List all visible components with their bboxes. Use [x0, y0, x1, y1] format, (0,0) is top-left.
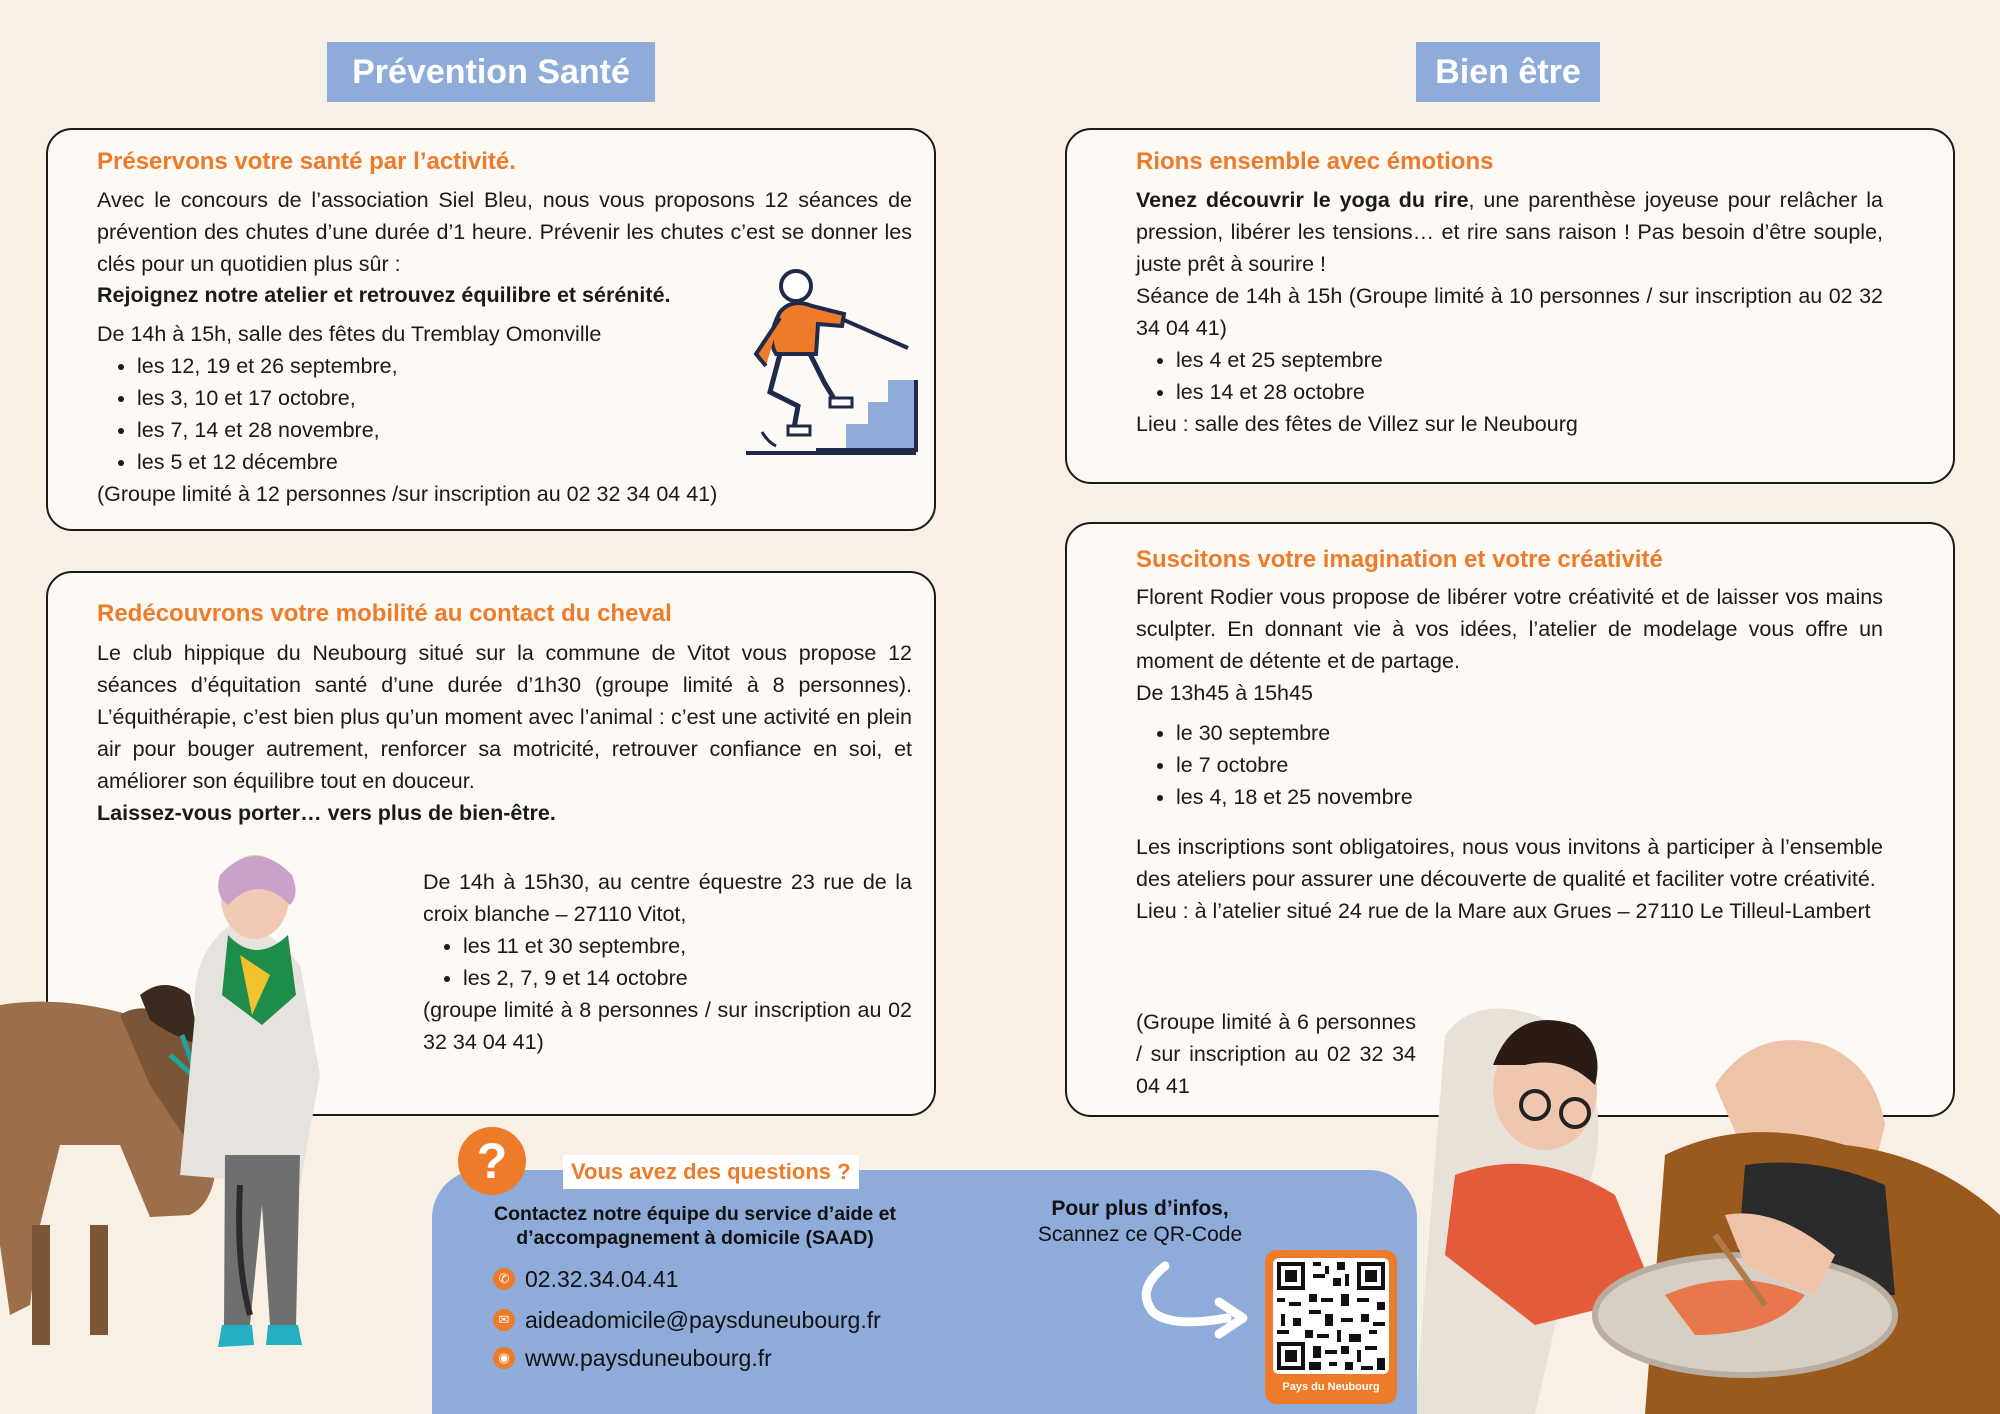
card4-notice: Les inscriptions sont obligatoires, nous vous invitons à participer à l’ensemble des ateliers pour assurer une découverte de qualité et faciliter votre créativité. [1136, 835, 1883, 891]
email-icon: ✉ [493, 1309, 515, 1331]
card4-title: Suscitons votre imagination et votre créativité [1136, 546, 1663, 573]
more-info-text: Scannez ce QR-Code [1037, 1223, 1243, 1246]
website-link[interactable]: www.paysduneubourg.fr [525, 1345, 772, 1371]
card3-intro-line [1136, 184, 1883, 280]
question-bubble [458, 1127, 526, 1195]
card4-location: Lieu : à l’atelier situé 24 rue de la Mare aux Grues – 27110 Le Tilleul-Lambert [1136, 899, 1871, 923]
card2-title: Redécouvrons votre mobilité au contact du cheval [97, 600, 672, 627]
pottery-workshop-photo [1415, 995, 2000, 1414]
more-info-bold: Pour plus d’infos, [1051, 1197, 1229, 1220]
card4-schedule: De 13h45 à 15h45 [1136, 681, 1313, 705]
contact-phone[interactable] [493, 1264, 678, 1294]
section-header-prevention: Prévention Santé [327, 42, 655, 102]
card3-schedule: Séance de 14h à 15h (Groupe limité à 10 personnes / sur inscription au 02 32 34 04 41) [1136, 284, 1883, 340]
more-info [1030, 1196, 1250, 1248]
question-label: Vous avez des questions ? [563, 1155, 859, 1189]
card1-schedule: De 14h à 15h, salle des fêtes du Tremblay Omonville [97, 322, 602, 346]
card2-footer: (groupe limité à 8 personnes / sur inscription au 02 32 34 04 41) [423, 998, 912, 1054]
list-item: • le 7 octobre [1176, 749, 1883, 781]
card1-bold: Rejoignez notre atelier et retrouvez équilibre et sérénité. [97, 283, 671, 307]
card2-intro-block [97, 637, 912, 829]
email-address[interactable]: aideadomicile@paysduneubourg.fr [525, 1307, 881, 1333]
list-item: • les 12, 19 et 26 septembre, [137, 350, 737, 382]
qr-code-icon [1273, 1258, 1389, 1374]
list-item: • les 3, 10 et 17 octobre, [137, 382, 737, 414]
card1-footer: (Groupe limité à 12 personnes /sur inscription au 02 32 34 04 41) [97, 482, 718, 506]
section-header-bien-etre: Bien être [1416, 42, 1600, 102]
list-item: • les 2, 7, 9 et 14 octobre [463, 962, 912, 994]
card2-body [423, 866, 912, 1058]
card1-dates [97, 350, 737, 478]
contact-email[interactable] [493, 1305, 881, 1335]
card3-dates [1136, 344, 1883, 408]
qr-code[interactable] [1273, 1258, 1389, 1374]
list-item: • les 7, 14 et 28 novembre, [137, 414, 737, 446]
list-item: • les 11 et 30 septembre, [463, 930, 912, 962]
person-climbing-stairs-icon [740, 262, 920, 460]
phone-icon: ✆ [493, 1268, 515, 1290]
qr-caption: Pays du Neubourg [1282, 1381, 1380, 1393]
card3-title: Rions ensemble avec émotions [1136, 148, 1494, 175]
phone-number[interactable]: 02.32.34.04.41 [525, 1266, 679, 1292]
card4-intro: Florent Rodier vous propose de libérer votre créativité et de laisser vos mains sculpter. En donnant vie à vos idées, l’atelier de modelage vous offre un moment de détente et de partage. [1136, 585, 1883, 673]
card4-footer-block [1136, 1006, 1416, 1102]
card3-bold-lead: Venez découvrir le yoga du rire [1136, 188, 1469, 212]
card4-body [1136, 581, 1883, 927]
list-item: • les 14 et 28 octobre [1176, 376, 1883, 408]
card2-intro: Le club hippique du Neubourg situé sur la commune de Vitot vous propose 12 séances d’équitation santé d’une durée d’1h30 (groupe limité à 8 personnes). L’équithérapie, c’est bien plus qu’un moment avec l’animal : c’est une activité en plein air pour bouger autrement, renforcer sa motricité, retrouver confiance en soi, et améliorer son équilibre tout en douceur. [97, 641, 912, 793]
list-item: • les 4, 18 et 25 novembre [1176, 781, 1883, 813]
card2-schedule: De 14h à 15h30, au centre équestre 23 rue de la croix blanche – 27110 Vitot, [423, 870, 912, 926]
card4-footer: (Groupe limité à 6 personnes / sur inscription au 02 32 34 04 41 [1136, 1010, 1416, 1098]
card3-location: Lieu : salle des fêtes de Villez sur le Neubourg [1136, 412, 1578, 436]
card2-bold: Laissez-vous porter… vers plus de bien-être. [97, 801, 556, 825]
card1-body [97, 280, 737, 510]
contact-heading: Contactez notre équipe du service d’aide et d’accompagnement à domicile (SAAD) [493, 1203, 897, 1249]
qr-code-frame[interactable] [1265, 1250, 1397, 1404]
list-item: • les 4 et 25 septembre [1176, 344, 1883, 376]
woman-with-pony-photo [0, 845, 330, 1414]
contact-website[interactable] [493, 1343, 772, 1373]
card1-title: Préservons votre santé par l’activité. [97, 148, 516, 175]
globe-icon: ◉ [493, 1347, 515, 1369]
card2-dates [423, 930, 912, 994]
curved-arrow-icon [1135, 1260, 1255, 1344]
list-item: • le 30 septembre [1176, 717, 1883, 749]
list-item: • les 5 et 12 décembre [137, 446, 737, 478]
card3-intro: , une parenthèse joyeuse pour relâcher la pression, libérer les tensions… et rire sans raison ! Pas besoin d’être souple, juste prêt à sourire ! [1136, 188, 1883, 276]
card1-intro: Avec le concours de l’association Siel Bleu, nous vous proposons 12 séances de prévention des chutes d’une durée d’1 heure. Prévenir les chutes c’est se donner les clés pour un quotidien plus sûr : [97, 188, 912, 276]
card4-dates [1136, 717, 1883, 813]
question-mark-icon: ? [476, 1133, 508, 1189]
card3-body [1136, 184, 1883, 440]
